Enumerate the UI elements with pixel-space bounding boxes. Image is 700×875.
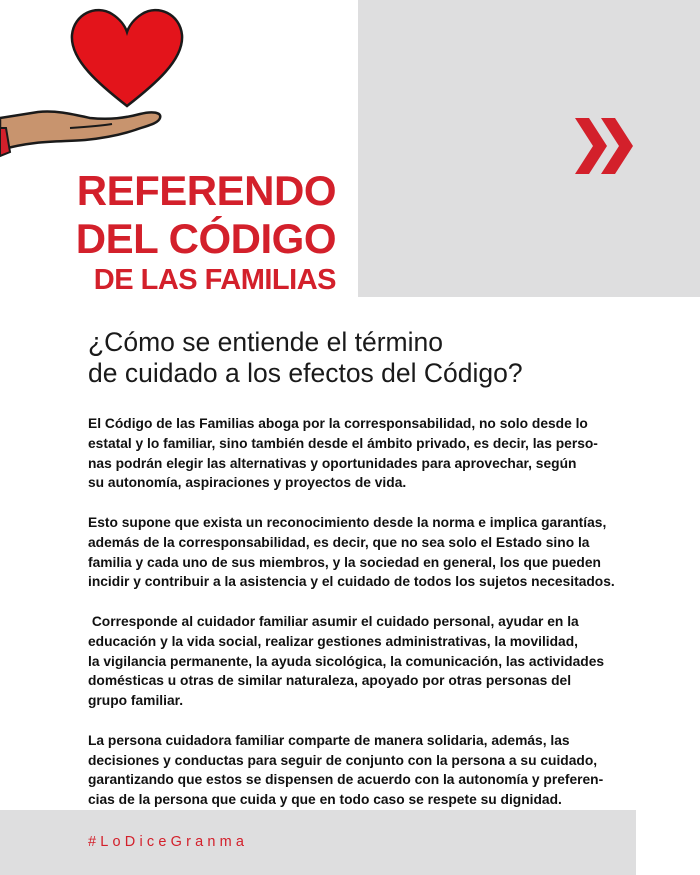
referendum-title <box>0 167 336 296</box>
question-line-1: ¿Cómo se entiende el término <box>88 327 443 357</box>
paragraph-line: familia y cada uno de sus miembros, y la sociedad en general, los que pueden <box>88 554 601 570</box>
question-heading <box>88 327 678 389</box>
paragraph-line: nas podrán elegir las alternativas y oportunidades para aprovechar, según <box>88 455 577 471</box>
paragraph-line: decisiones y conductas para seguir de conjunto con la persona a su cuidado, <box>88 752 598 768</box>
paragraph-line: garantizando que estos se dispensen de acuerdo con la autonomía y preferen- <box>88 772 604 788</box>
paragraph-line: educación y la vida social, realizar gestiones administrativas, la movilidad, <box>88 633 578 649</box>
heart-in-hand-icon <box>0 0 210 170</box>
paragraph-1 <box>88 414 648 493</box>
hashtag: #LoDiceGranma <box>88 834 249 850</box>
top-right-panel <box>358 0 700 297</box>
paragraph-line: además de la corresponsabilidad, es decir, que no sea solo el Estado sino la <box>88 534 590 550</box>
title-line-3: DE LAS FAMILIAS <box>93 264 336 296</box>
paragraph-2 <box>88 513 648 592</box>
paragraph-line: grupo familiar. <box>88 693 184 709</box>
article-body <box>88 414 648 830</box>
paragraph-line: la vigilancia permanente, la ayuda sicológica, la comunicación, las actividades <box>88 653 605 669</box>
paragraph-line: El Código de las Familias aboga por la corresponsabilidad, no solo desde lo <box>88 416 588 431</box>
title-line-1: REFERENDO <box>76 167 336 214</box>
paragraph-line: domésticas u otras de similar naturaleza, apoyado por otras personas del <box>88 673 572 689</box>
paragraph-3 <box>88 612 648 711</box>
paragraph-line: Esto supone que exista un reconocimiento desde la norma e implica garantías, <box>88 514 607 530</box>
paragraph-line: su autonomía, aspiraciones y proyectos de vida. <box>88 475 407 491</box>
paragraph-line: incidir y contribuir a la asistencia y el cuidado de todos los sujetos necesitados. <box>88 574 615 590</box>
paragraph-line: cias de la persona que cuida y que en todo caso se respete su dignidad. <box>88 792 562 808</box>
double-chevron-right-icon <box>575 118 635 174</box>
paragraph-line: estatal y lo familiar, sino también desde el ámbito privado, es decir, las perso- <box>88 435 598 451</box>
title-line-2: DEL CÓDIGO <box>75 215 336 262</box>
question-line-2: de cuidado a los efectos del Código? <box>88 358 523 388</box>
paragraph-line: La persona cuidadora familiar comparte de manera solidaria, además, las <box>88 732 570 748</box>
paragraph-4 <box>88 731 648 810</box>
footer-bar <box>0 810 636 875</box>
paragraph-line: Corresponde al cuidador familiar asumir el cuidado personal, ayudar en la <box>88 613 579 629</box>
